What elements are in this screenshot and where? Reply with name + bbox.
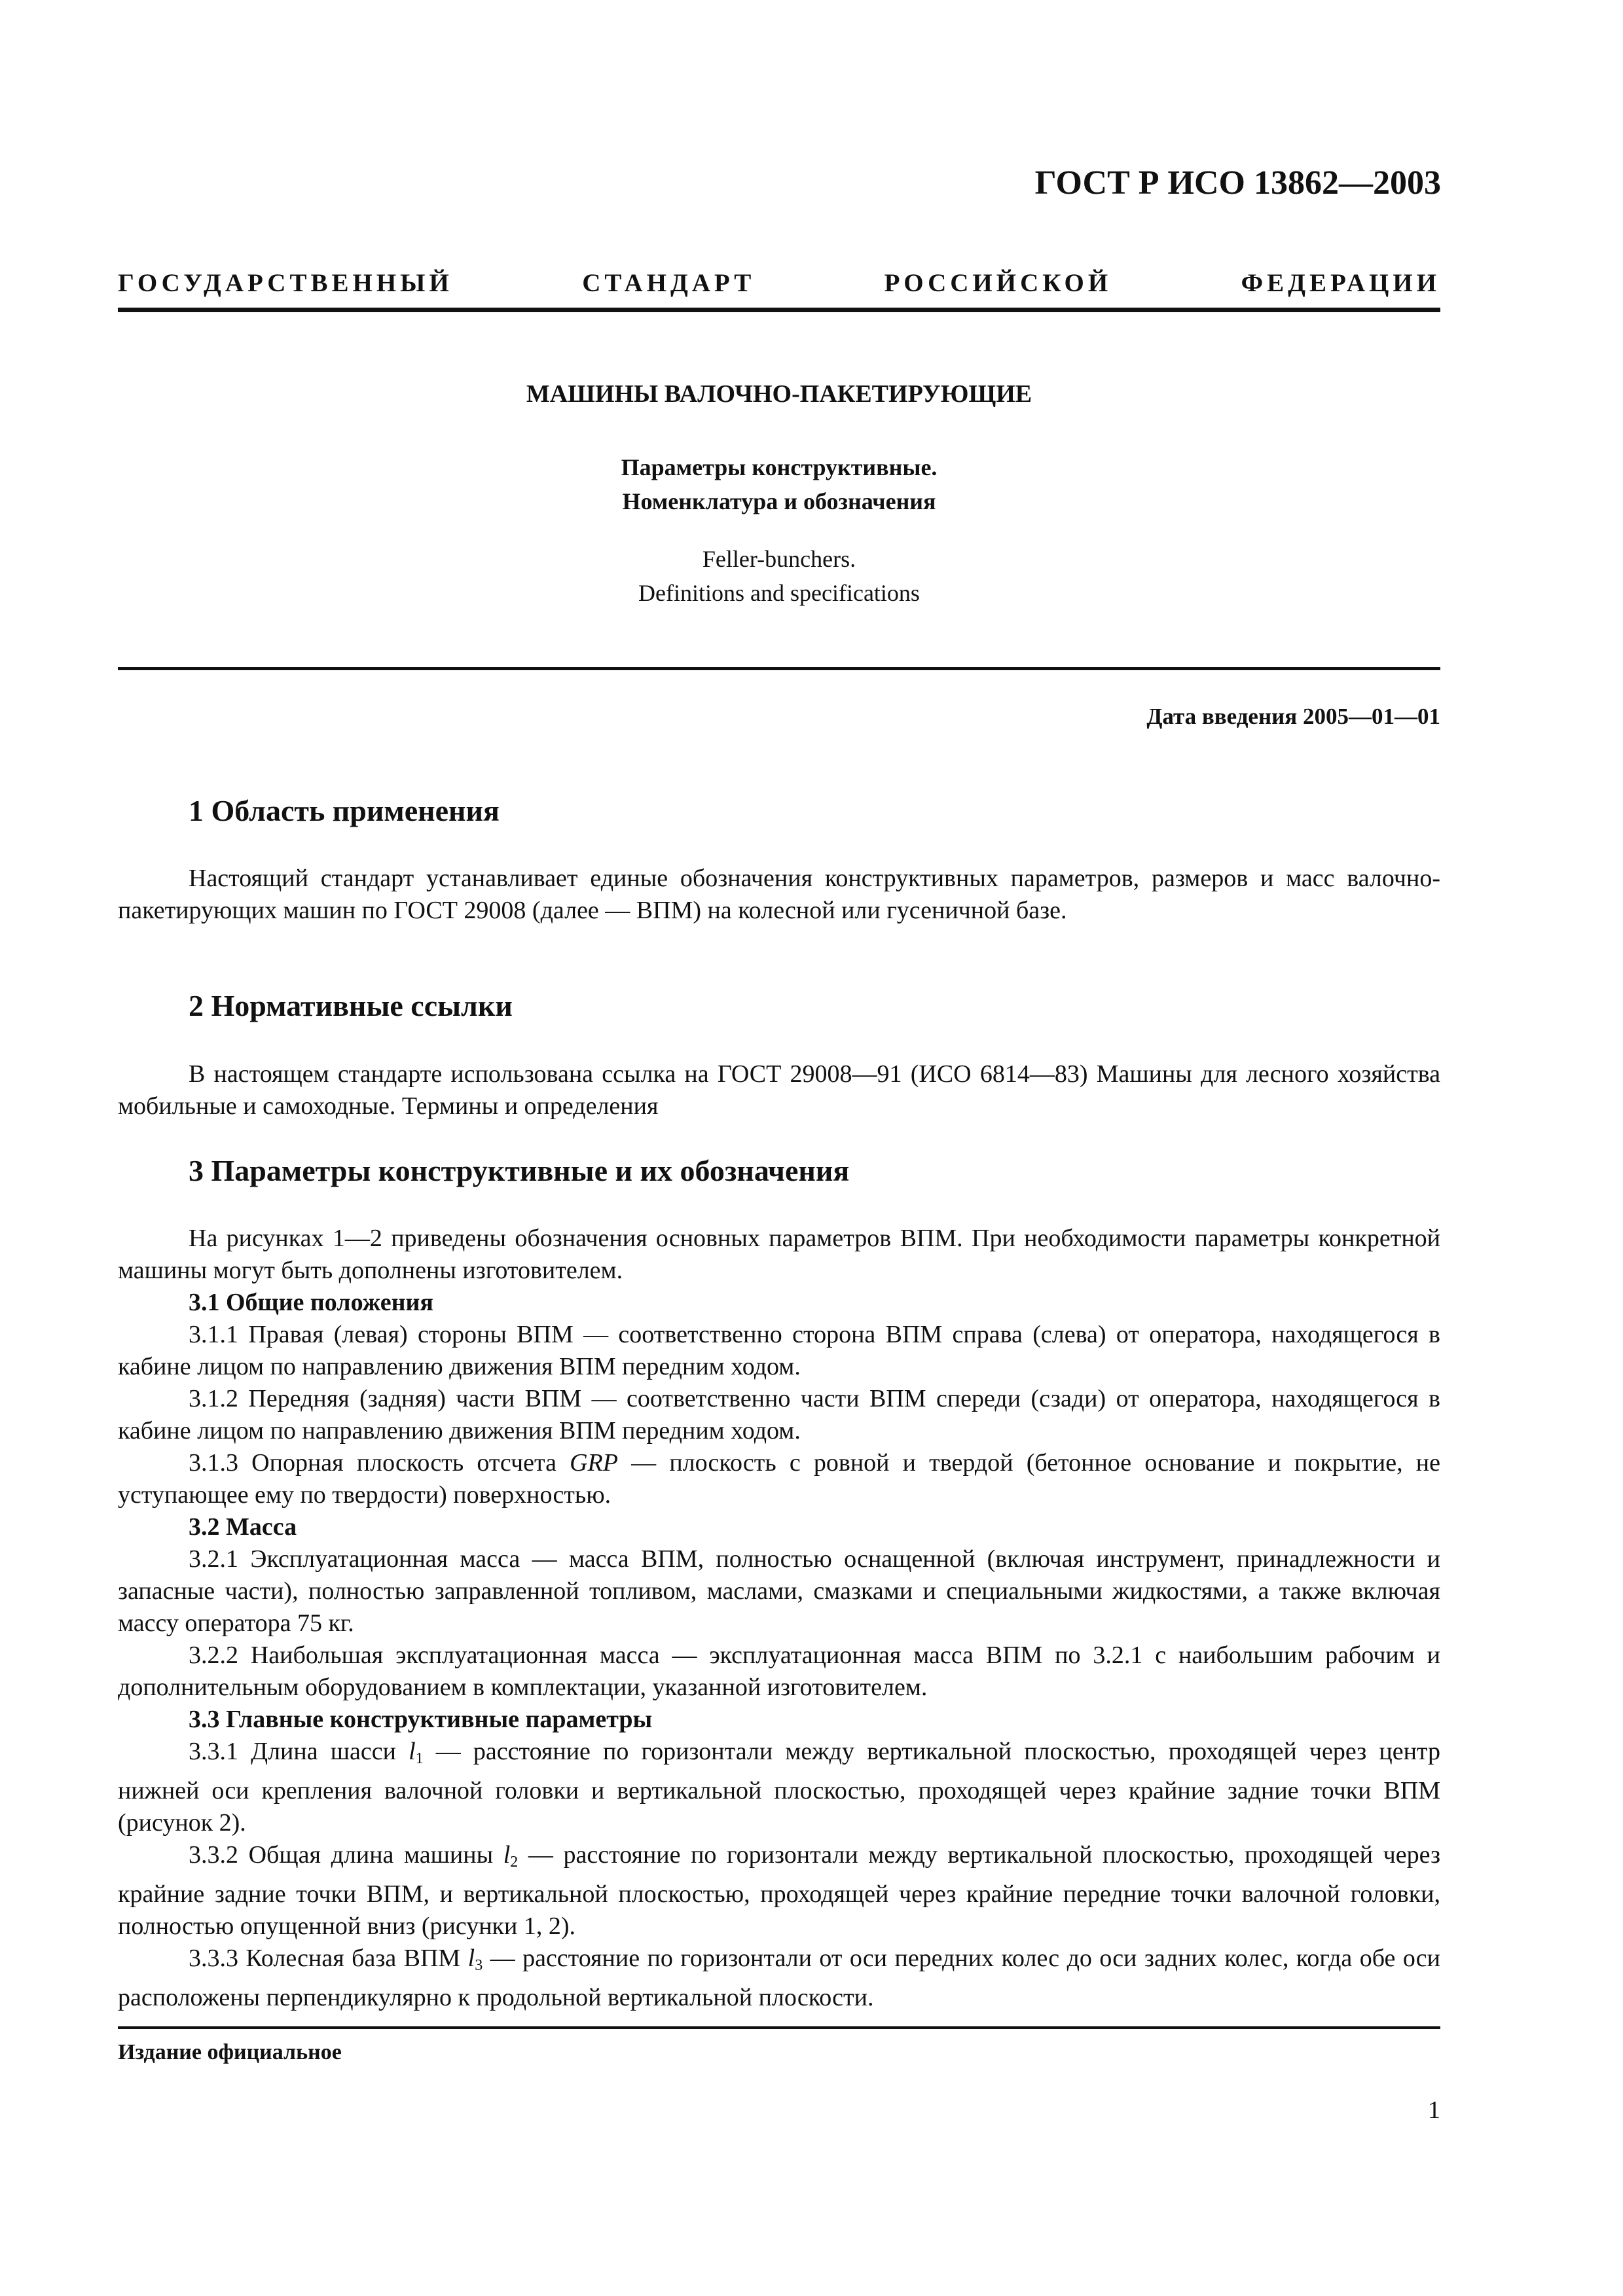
clause-3-3-1: 3.3.1 Длина шасси $l_1$ — расстояние по горизонтали между вертикальной плоскостью, проходящей через центр нижней оси крепления валочной головки и вертикальной плоскостью, проходящей через крайние задние точки ВПМ (рисунок 2).: [118, 1738, 1440, 1837]
clause-3-2-1: 3.2.1 Эксплуатационная масса — масса ВПМ, полностью оснащенной (включая инструмент, принадлежности и запасные части), полностью заправленной топливом, маслами, смазками и специальными жидкостями, а также включая массу оператора 75 кг.: [118, 1545, 1440, 1637]
clause-3-3-3: 3.3.3 Колесная база ВПМ $l_3$ — расстояние по горизонтали от оси передних колес до оси задних колес, когда обе оси расположены перпендикулярно к продольной вертикальной плоскости.: [118, 1945, 1440, 2011]
subsection-3-1-title: 3.1 Общие положения: [189, 1289, 433, 1316]
section-3-heading: 3 Параметры конструктивные и их обозначения: [189, 1154, 850, 1187]
section-2-heading: 2 Нормативные ссылки: [189, 989, 513, 1022]
clause-3-1-3: 3.1.3 Опорная плоскость отсчета GRP — плоскость с ровной и твердой (бетонное основание и покрытие, не уступающее ему по твердости) поверхностью.: [118, 1449, 1440, 1509]
english-title: Feller-bunchers. Definitions and specifications: [638, 546, 920, 606]
clause-3-2-2: 3.2.2 Наибольшая эксплуатационная масса — эксплуатационная масса ВПМ по 3.2.1 с наибольшим рабочим и дополнительным оборудованием в комплектации, указанной изготовителем.: [118, 1641, 1440, 1701]
symbol-l1: $l_1$: [409, 1738, 424, 1767]
subsection-3-3-title: 3.3 Главные конструктивные параметры: [189, 1706, 653, 1733]
title-rule: [118, 667, 1440, 670]
grp-symbol: GRP: [570, 1449, 618, 1477]
date-of-introduction: Дата введения 2005—01—01: [1146, 704, 1440, 729]
symbol-l2: $l_2$: [503, 1841, 519, 1871]
page-number: 1: [1428, 2096, 1440, 2124]
symbol-l3: $l_3$: [467, 1945, 483, 1974]
header-rule: [118, 308, 1440, 312]
section-1-heading: 1 Область применения: [189, 794, 500, 827]
document-subtitle: Параметры конструктивные. Номенклатура и обозначения: [621, 454, 938, 514]
subsection-3-2-title: 3.2 Масса: [189, 1513, 297, 1541]
state-standard-heading: ГОСУДАРСТВЕННЫЙ СТАНДАРТ РОССИЙСКОЙ ФЕДЕРАЦИИ: [118, 269, 1440, 297]
section-1-text: Настоящий стандарт устанавливает единые обозначения конструктивных параметров, размеров и масс валочно-пакетирующих машин по ГОСТ 29008 (далее — ВПМ) на колесной или гусеничной базе.: [118, 865, 1440, 924]
clause-3-3-2: 3.3.2 Общая длина машины $l_2$ — расстояние по горизонтали между вертикальной плоскостью, проходящей через крайние задние точки ВПМ, и вертикальной плоскостью, проходящей через крайние передние точки валочной головки, полностью опущенной вниз (рисунки 1, 2).: [118, 1841, 1440, 1940]
official-edition-note: Издание официальное: [118, 2040, 342, 2064]
clause-3-1-1: 3.1.1 Правая (левая) стороны ВПМ — соответственно сторона ВПМ справа (слева) от оператора, находящегося в кабине лицом по направлению движения ВПМ передним ходом.: [118, 1321, 1440, 1380]
section-3-intro: На рисунках 1—2 приведены обозначения основных параметров ВПМ. При необходимости параметры конкретной машины могут быть дополнены изготовителем.: [118, 1225, 1440, 1284]
standard-designation: ГОСТ Р ИСО 13862—2003: [1034, 164, 1441, 202]
section-2-text: В настоящем стандарте использована ссылка на ГОСТ 29008—91 (ИСО 6814—83) Машины для лесного хозяйства мобильные и самоходные. Термины и определения: [118, 1060, 1440, 1120]
document-title: МАШИНЫ ВАЛОЧНО-ПАКЕТИРУЮЩИЕ: [526, 380, 1032, 408]
section-3-body: [118, 1223, 1440, 2014]
clause-3-1-2: 3.1.2 Передняя (задняя) части ВПМ — соответственно части ВПМ спереди (сзади) от оператора, находящегося в кабине лицом по направлению движения ВПМ передним ходом.: [118, 1385, 1440, 1444]
footer-rule: [118, 2026, 1440, 2029]
